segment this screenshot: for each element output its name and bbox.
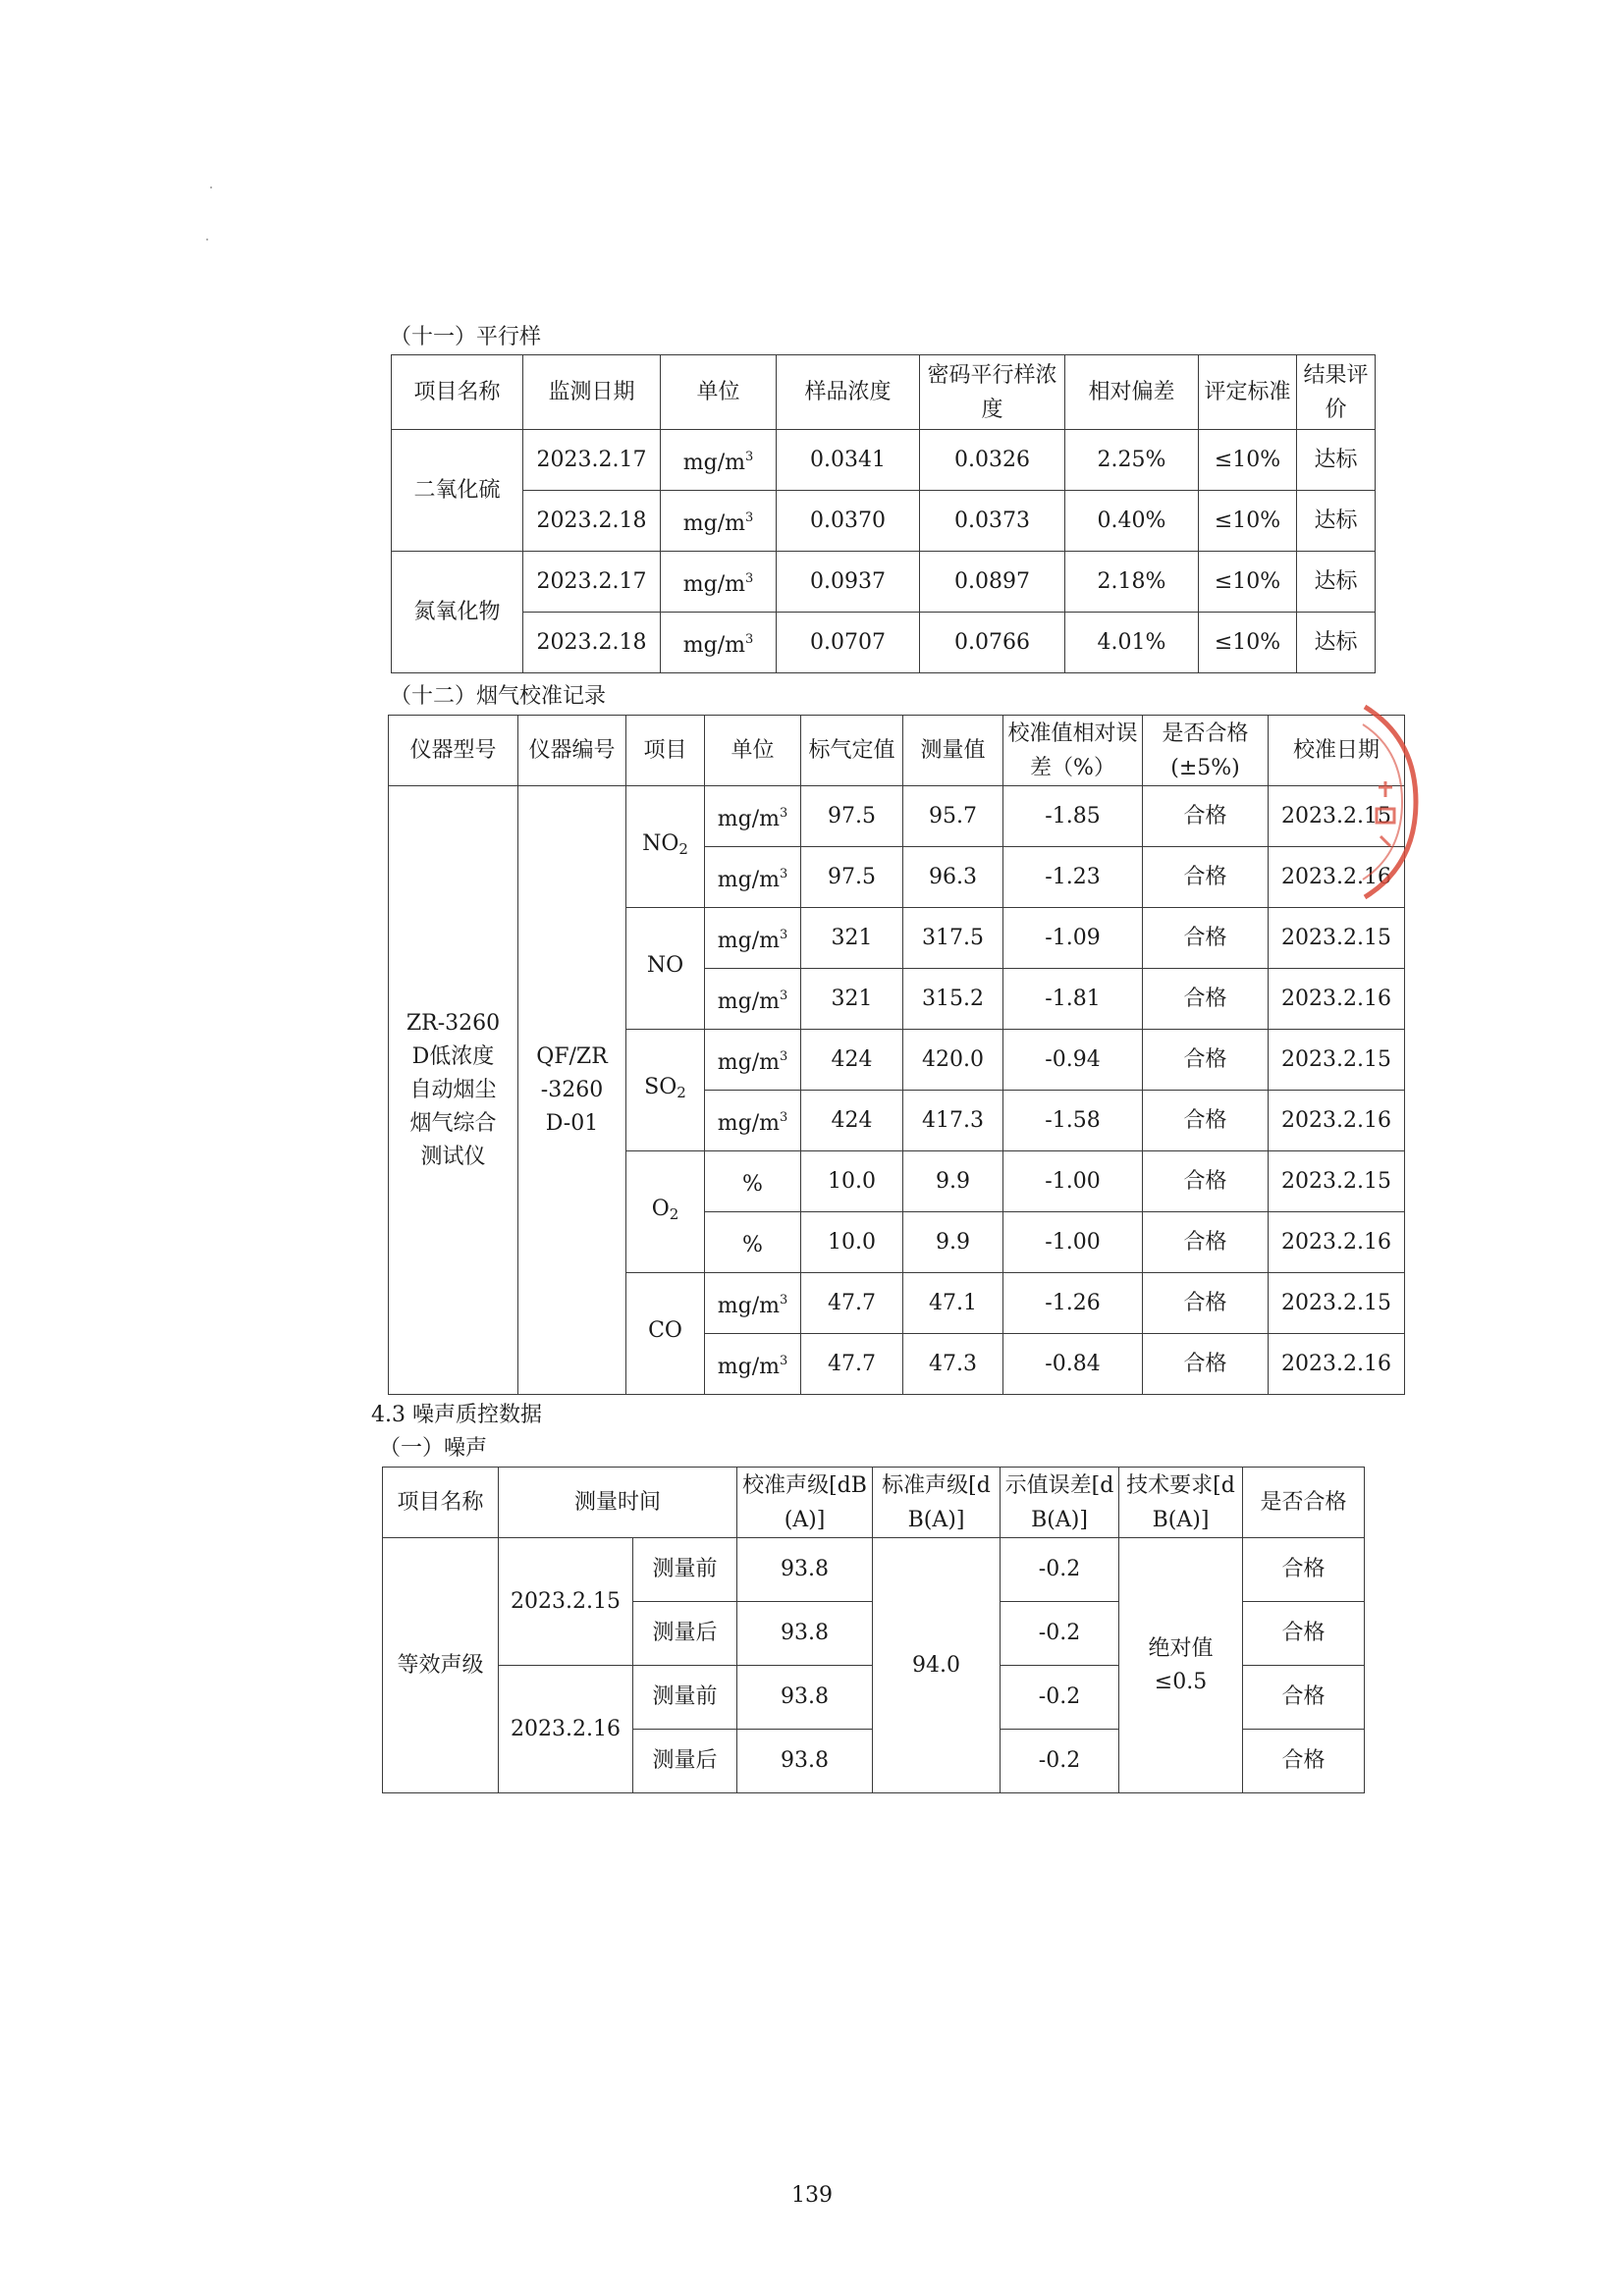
parallel-parallel-conc: 0.0373 xyxy=(920,491,1065,552)
calib-unit: % xyxy=(705,1151,801,1212)
noise-section-title: 4.3 噪声质控数据 xyxy=(371,1403,542,1427)
parallel-unit: $mg/m^3$ xyxy=(661,552,777,613)
noise-error: -0.2 xyxy=(1001,1666,1119,1730)
noise-header-cell: 测量时间 xyxy=(499,1468,737,1538)
calib-std-value: 47.7 xyxy=(801,1273,903,1334)
parallel-header-cell: 评定标准 xyxy=(1199,355,1297,430)
scan-speck xyxy=(206,239,208,240)
calib-std-value: 10.0 xyxy=(801,1212,903,1273)
parallel-deviation: 2.18% xyxy=(1065,552,1199,613)
calib-relative-error: -1.81 xyxy=(1003,969,1143,1030)
parallel-unit: $mg/m^3$ xyxy=(661,491,777,552)
calib-relative-error: -1.85 xyxy=(1003,786,1143,847)
parallel-header-cell: 结果评价 xyxy=(1297,355,1376,430)
parallel-parallel-conc: 0.0897 xyxy=(920,552,1065,613)
calib-relative-error: -1.00 xyxy=(1003,1212,1143,1273)
calib-unit: $mg/m^3$ xyxy=(705,1030,801,1091)
noise-calib-level: 93.8 xyxy=(737,1538,873,1602)
calib-std-value: 321 xyxy=(801,908,903,969)
calib-item: $O_2$ xyxy=(626,1151,705,1273)
calib-relative-error: -1.00 xyxy=(1003,1151,1143,1212)
noise-qc-table xyxy=(382,1467,1365,1793)
calib-unit: $mg/m^3$ xyxy=(705,969,801,1030)
parallel-header-cell: 单位 xyxy=(661,355,777,430)
parallel-deviation: 4.01% xyxy=(1065,613,1199,673)
calib-std-value: 424 xyxy=(801,1091,903,1151)
calib-std-value: 97.5 xyxy=(801,847,903,908)
calib-header-cell: 标气定值 xyxy=(801,716,903,786)
calib-pass: 合格 xyxy=(1143,847,1269,908)
noise-calib-level: 93.8 xyxy=(737,1602,873,1666)
noise-subsection-title: （一）噪声 xyxy=(379,1436,488,1461)
calibration-section-title: （十二）烟气校准记录 xyxy=(390,684,607,709)
calib-header-cell: 仪器编号 xyxy=(518,716,626,786)
parallel-unit: $mg/m^3$ xyxy=(661,613,777,673)
parallel-result: 达标 xyxy=(1297,613,1376,673)
calib-std-value: 321 xyxy=(801,969,903,1030)
calib-measured-value: 420.0 xyxy=(903,1030,1003,1091)
noise-error: -0.2 xyxy=(1001,1602,1119,1666)
table-row xyxy=(383,1538,1365,1602)
parallel-parallel-conc: 0.0766 xyxy=(920,613,1065,673)
parallel-result: 达标 xyxy=(1297,430,1376,491)
calib-header-cell: 仪器型号 xyxy=(389,716,518,786)
instrument-id: QF/ZR-3260D-01 xyxy=(518,786,626,1395)
calib-pass: 合格 xyxy=(1143,1273,1269,1334)
calib-unit: $mg/m^3$ xyxy=(705,847,801,908)
noise-error: -0.2 xyxy=(1001,1538,1119,1602)
noise-header-cell: 校准声级[dB(A)] xyxy=(737,1468,873,1538)
noise-header-cell: 示值误差[dB(A)] xyxy=(1001,1468,1119,1538)
parallel-date: 2023.2.17 xyxy=(523,430,661,491)
parallel-unit: $mg/m^3$ xyxy=(661,430,777,491)
noise-header-cell: 项目名称 xyxy=(383,1468,499,1538)
noise-pass: 合格 xyxy=(1243,1538,1365,1602)
parallel-result: 达标 xyxy=(1297,552,1376,613)
calib-unit: $mg/m^3$ xyxy=(705,786,801,847)
parallel-header-cell: 监测日期 xyxy=(523,355,661,430)
calib-date: 2023.2.15 xyxy=(1269,1030,1405,1091)
table-row xyxy=(392,552,1376,613)
calib-measured-value: 47.3 xyxy=(903,1334,1003,1395)
parallel-date: 2023.2.18 xyxy=(523,491,661,552)
parallel-item-name: 二氧化硫 xyxy=(392,430,523,552)
parallel-item-name: 氮氧化物 xyxy=(392,552,523,673)
calib-date: 2023.2.16 xyxy=(1269,1334,1405,1395)
noise-standard-level: 94.0 xyxy=(873,1538,1001,1793)
calib-unit: $mg/m^3$ xyxy=(705,1334,801,1395)
table-row xyxy=(389,786,1405,847)
noise-header-cell: 是否合格 xyxy=(1243,1468,1365,1538)
calib-header-cell: 是否合格(±5%) xyxy=(1143,716,1269,786)
instrument-model: ZR-3260D低浓度自动烟尘烟气综合测试仪 xyxy=(389,786,518,1395)
parallel-date: 2023.2.17 xyxy=(523,552,661,613)
calib-unit: $mg/m^3$ xyxy=(705,1091,801,1151)
calib-header-cell: 单位 xyxy=(705,716,801,786)
stamp-glyph xyxy=(1377,781,1394,846)
noise-requirement: 绝对值≤0.5 xyxy=(1119,1538,1243,1793)
calib-item: NO xyxy=(626,908,705,1030)
calib-date: 2023.2.15 xyxy=(1269,1273,1405,1334)
calib-measured-value: 9.9 xyxy=(903,1151,1003,1212)
scan-speck xyxy=(210,187,212,188)
noise-pass: 合格 xyxy=(1243,1602,1365,1666)
noise-pass: 合格 xyxy=(1243,1730,1365,1793)
calib-header-cell: 校准值相对误差（%） xyxy=(1003,716,1143,786)
page-number: 139 xyxy=(791,2183,833,2208)
calib-pass: 合格 xyxy=(1143,908,1269,969)
calib-std-value: 424 xyxy=(801,1030,903,1091)
calib-relative-error: -1.58 xyxy=(1003,1091,1143,1151)
calib-date: 2023.2.15 xyxy=(1269,1151,1405,1212)
calib-measured-value: 47.1 xyxy=(903,1273,1003,1334)
noise-phase: 测量前 xyxy=(633,1666,737,1730)
calib-relative-error: -1.09 xyxy=(1003,908,1143,969)
table-row xyxy=(392,491,1376,552)
calib-item: CO xyxy=(626,1273,705,1395)
calib-date: 2023.2.15 xyxy=(1269,786,1405,847)
calib-measured-value: 317.5 xyxy=(903,908,1003,969)
red-seal-stamp xyxy=(1361,699,1422,905)
noise-calib-level: 93.8 xyxy=(737,1666,873,1730)
calib-measured-value: 96.3 xyxy=(903,847,1003,908)
parallel-header-cell: 项目名称 xyxy=(392,355,523,430)
calib-unit: % xyxy=(705,1212,801,1273)
noise-date: 2023.2.15 xyxy=(499,1538,633,1666)
calib-unit: $mg/m^3$ xyxy=(705,1273,801,1334)
table-row xyxy=(392,430,1376,491)
parallel-sample-conc: 0.0341 xyxy=(777,430,920,491)
noise-error: -0.2 xyxy=(1001,1730,1119,1793)
calib-relative-error: -0.94 xyxy=(1003,1030,1143,1091)
calib-std-value: 10.0 xyxy=(801,1151,903,1212)
calib-header-cell: 校准日期 xyxy=(1269,716,1405,786)
parallel-sample-table xyxy=(391,354,1376,673)
calib-date: 2023.2.16 xyxy=(1269,847,1405,908)
calib-measured-value: 95.7 xyxy=(903,786,1003,847)
calib-item: $SO_2$ xyxy=(626,1030,705,1151)
noise-item-name: 等效声级 xyxy=(383,1538,499,1793)
calib-header-cell: 项目 xyxy=(626,716,705,786)
parallel-sample-conc: 0.0370 xyxy=(777,491,920,552)
noise-header-cell: 技术要求[dB(A)] xyxy=(1119,1468,1243,1538)
parallel-section-title: （十一）平行样 xyxy=(390,325,542,349)
parallel-result: 达标 xyxy=(1297,491,1376,552)
calib-measured-value: 417.3 xyxy=(903,1091,1003,1151)
parallel-sample-conc: 0.0707 xyxy=(777,613,920,673)
noise-pass: 合格 xyxy=(1243,1666,1365,1730)
calib-relative-error: -0.84 xyxy=(1003,1334,1143,1395)
noise-calib-level: 93.8 xyxy=(737,1730,873,1793)
calib-relative-error: -1.23 xyxy=(1003,847,1143,908)
calib-measured-value: 9.9 xyxy=(903,1212,1003,1273)
parallel-standard: ≤10% xyxy=(1199,491,1297,552)
calib-pass: 合格 xyxy=(1143,1334,1269,1395)
calib-date: 2023.2.15 xyxy=(1269,908,1405,969)
calib-pass: 合格 xyxy=(1143,1030,1269,1091)
calib-std-value: 47.7 xyxy=(801,1334,903,1395)
calib-header-cell: 测量值 xyxy=(903,716,1003,786)
calib-measured-value: 315.2 xyxy=(903,969,1003,1030)
parallel-deviation: 0.40% xyxy=(1065,491,1199,552)
calibration-table-body xyxy=(389,786,1405,1395)
calib-date: 2023.2.16 xyxy=(1269,1091,1405,1151)
calib-std-value: 97.5 xyxy=(801,786,903,847)
stamp-ring xyxy=(1365,707,1416,897)
calib-pass: 合格 xyxy=(1143,1091,1269,1151)
parallel-header-cell: 样品浓度 xyxy=(777,355,920,430)
calib-pass: 合格 xyxy=(1143,786,1269,847)
parallel-parallel-conc: 0.0326 xyxy=(920,430,1065,491)
noise-phase: 测量后 xyxy=(633,1602,737,1666)
calib-date: 2023.2.16 xyxy=(1269,969,1405,1030)
parallel-standard: ≤10% xyxy=(1199,552,1297,613)
parallel-standard: ≤10% xyxy=(1199,613,1297,673)
calib-item: $NO_2$ xyxy=(626,786,705,908)
noise-phase: 测量前 xyxy=(633,1538,737,1602)
parallel-date: 2023.2.18 xyxy=(523,613,661,673)
table-row xyxy=(392,613,1376,673)
parallel-deviation: 2.25% xyxy=(1065,430,1199,491)
parallel-header-cell: 密码平行样浓度 xyxy=(920,355,1065,430)
stamp-ring-inner xyxy=(1363,724,1402,880)
calib-relative-error: -1.26 xyxy=(1003,1273,1143,1334)
parallel-sample-conc: 0.0937 xyxy=(777,552,920,613)
calib-pass: 合格 xyxy=(1143,1212,1269,1273)
noise-phase: 测量后 xyxy=(633,1730,737,1793)
calib-date: 2023.2.16 xyxy=(1269,1212,1405,1273)
noise-date: 2023.2.16 xyxy=(499,1666,633,1793)
calib-unit: $mg/m^3$ xyxy=(705,908,801,969)
noise-header-cell: 标准声级[dB(A)] xyxy=(873,1468,1001,1538)
calib-pass: 合格 xyxy=(1143,969,1269,1030)
parallel-header-cell: 相对偏差 xyxy=(1065,355,1199,430)
parallel-standard: ≤10% xyxy=(1199,430,1297,491)
calib-pass: 合格 xyxy=(1143,1151,1269,1212)
flue-gas-calibration-table xyxy=(388,715,1405,1395)
